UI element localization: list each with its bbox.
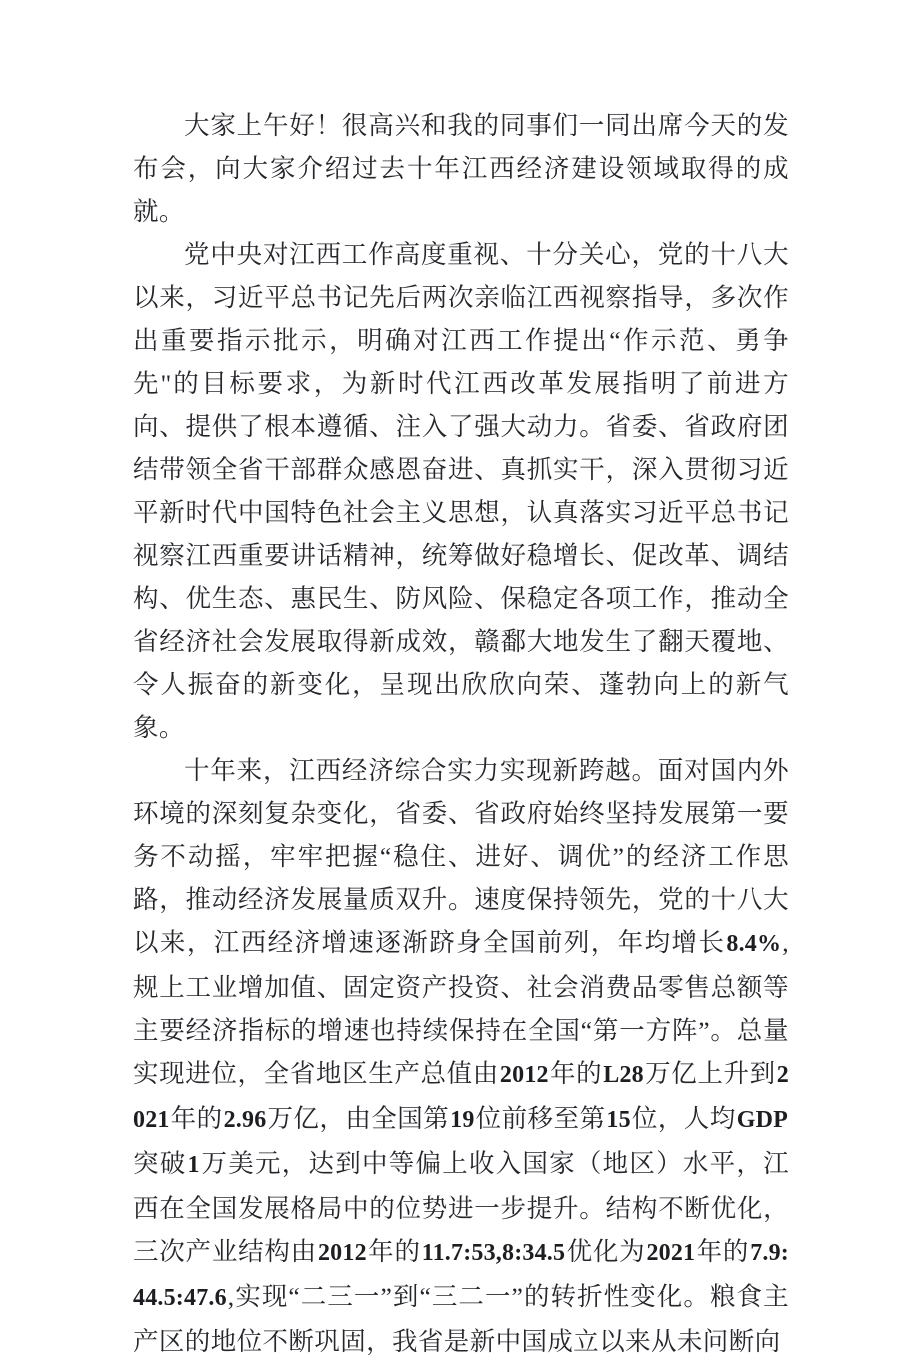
- inline-figure: 1: [187, 1152, 200, 1178]
- paragraph-ten-years: 十年来，江西经济综合实力实现新跨越。面对国内外环境的深刻复杂变化，省委、省政府始终坚持发展第一要务不动摇，牢牢把握“稳住、进好、调优”的经济工作思路，推动经济发展量质双升。速度保持领先，党的十八大以来，江西经济增速逐渐跻身全国前列，年均增长8.4%,规上工业增加值、固定资产投资、社会消费品零售总额等主要经济指标的增速也持续保持在全国“第一方阵”。总量实现进位，全省地区生产总值由2012年的L28万亿上升到2021年的2.96万亿，由全国第19位前移至第15位，人均GDP突破1万美元，达到中等偏上收入国家（地区）水平，江西在全国发展格局中的位势进一步提升。结构不断优化，三次产业结构由2012年的11.7:53,8:34.5优化为2021年的7.9:44.5:47.6,实现“二三一”到“三二一”的转折性变化。粮食主产区的地位不断巩固，我省是新中国成立以来从未问断向: [133, 756, 789, 1356]
- inline-figure: 2021: [133, 1062, 789, 1133]
- inline-figure: 2012: [317, 1240, 367, 1266]
- inline-figure: 2012: [499, 1062, 549, 1088]
- paragraph-central-attention: 党中央对江西工作高度重视、十分关心，党的十八大以来，习近平总书记先后两次亲临江西视察指导，多次作出重要指示批示，明确对江西工作提出“作示范、勇争先''的目标要求，为新时代江西改革发展指明了前进方向、提供了根本遵循、注入了强大动力。省委、省政府团结带领全省干部群众感恩奋进、真抓实干，深入贯彻习近平新时代中国特色社会主义思想，认真落实习近平总书记视察江西重要讲话精神，统筹做好稳增长、促改革、调结构、优生态、惠民生、防风险、保稳定各项工作，推动全省经济社会发展取得新成效，赣鄱大地发生了翻天覆地、令人振奋的新变化，呈现出欣欣向荣、蓬勃向上的新气象。: [133, 240, 789, 742]
- inline-figure: 15: [606, 1107, 631, 1133]
- document-text-body: [133, 104, 789, 1363]
- inline-figure: 11.7:53,8:34.5: [421, 1240, 566, 1266]
- inline-figure: 2021: [646, 1240, 696, 1266]
- inline-figure: 2.96: [223, 1107, 267, 1133]
- inline-figure: 8.4%: [726, 931, 782, 957]
- inline-figure: L28: [603, 1062, 644, 1088]
- inline-figure: GDP: [736, 1107, 788, 1133]
- inline-figure: 19: [450, 1107, 475, 1133]
- inline-figure: 7.9:44.5:47.6: [133, 1240, 789, 1311]
- paragraph-greeting: 大家上午好！很高兴和我的同事们一同出席今天的发布会，向大家介绍过去十年江西经济建设领域取得的成就。: [133, 111, 789, 226]
